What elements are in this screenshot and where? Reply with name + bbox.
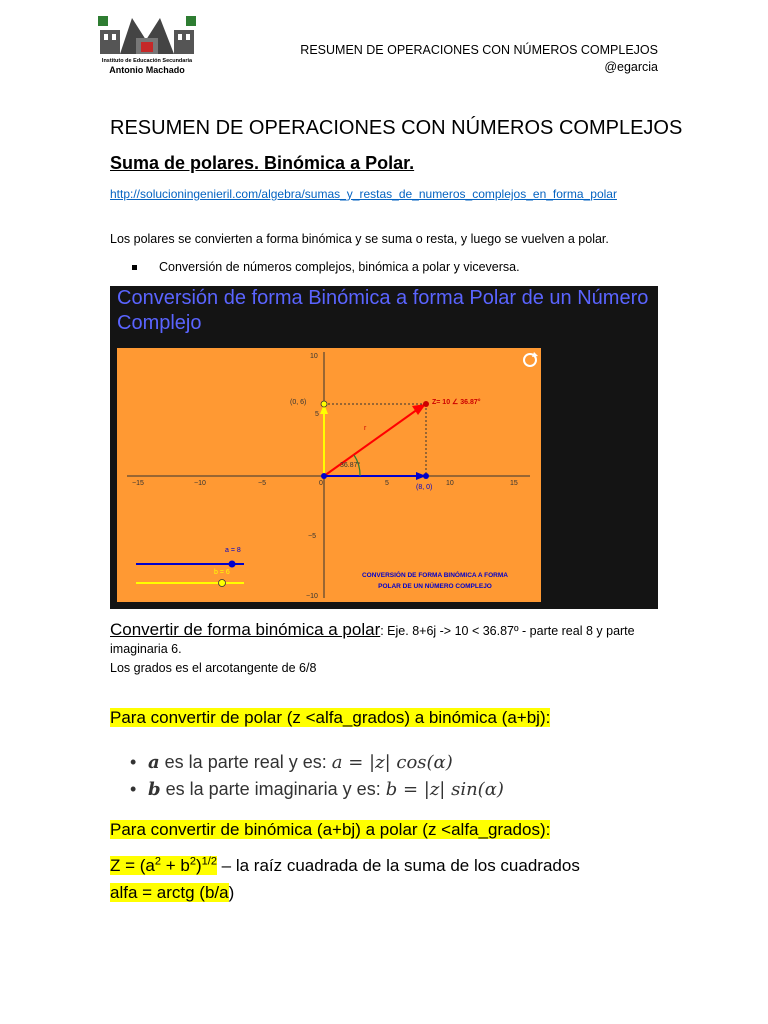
school-building-icon <box>96 10 198 58</box>
point-y <box>321 401 327 407</box>
z-formula-mid: + b <box>161 856 190 875</box>
section-title: Suma de polares. Binómica a Polar. <box>110 153 415 173</box>
z-description: – la raíz cuadrada de la suma de los cuadrados <box>216 856 580 875</box>
alfa-formula-line <box>110 881 234 905</box>
conversion-example: : Eje. 8+6j -> 10 < 36.87º - parte real 8 y parte imaginaria 6. <box>110 624 635 656</box>
z-formula-line <box>110 854 580 878</box>
alfa-formula: alfa = arctg (b/a <box>110 883 229 902</box>
binomial-to-polar-heading <box>110 818 550 842</box>
z-label: Z= 10 ∠ 36.87° <box>432 399 481 406</box>
svg-text:−15: −15 <box>132 480 144 487</box>
conversion-applet <box>110 286 658 609</box>
z-formula-close: ) <box>195 856 202 875</box>
reference-link[interactable]: http://solucioningenieril.com/algebra/sumas_y_restas_de_numeros_complejos_en_forma_polar <box>110 187 617 201</box>
slider-b-handle <box>219 580 226 587</box>
formula-a: a = |z| cos(α) <box>331 752 453 773</box>
list-bullet-icon: • <box>130 779 137 799</box>
z-sup-1: 2 <box>154 855 161 868</box>
alfa-close: ) <box>228 883 235 902</box>
r-label: r <box>364 425 367 432</box>
formula-list <box>130 749 504 803</box>
point-y-label: (0, 6) <box>290 399 307 406</box>
angle-label: 36.87° <box>340 462 361 469</box>
logo-school-name: Antonio Machado <box>109 65 185 75</box>
point-z <box>423 401 429 407</box>
svg-text:10: 10 <box>310 353 318 360</box>
var-b: b <box>148 779 161 800</box>
z-formula-base: Z = (a <box>110 856 155 875</box>
svg-text:0: 0 <box>319 480 323 487</box>
page-header <box>300 42 658 76</box>
slider-b-label: b = 6 <box>214 569 230 576</box>
svg-text:−10: −10 <box>306 593 318 600</box>
slider-a-label: a = 8 <box>225 547 241 554</box>
formula-b: b = |z| sin(α) <box>385 779 504 800</box>
conversion-paragraph <box>110 621 658 658</box>
polar-to-binomial-heading-text: Para convertir de polar (z <alfa_grados) a binómica (a+bj): <box>110 708 551 727</box>
bullet-item <box>133 259 520 276</box>
binomial-to-polar-heading-text: Para convertir de binómica (a+bj) a polar (z <alfa_grados): <box>110 820 551 839</box>
z-formula <box>110 856 217 875</box>
row-b-text: es la parte imaginaria y es: <box>160 779 386 799</box>
conversion-heading: Convertir de forma binómica a polar <box>110 620 381 639</box>
z-sup-2: 2 <box>189 855 196 868</box>
school-logo <box>96 10 198 74</box>
svg-text:15: 15 <box>510 480 518 487</box>
z-sup-3: 1/2 <box>201 855 217 868</box>
formula-row-b <box>130 776 504 803</box>
svg-text:5: 5 <box>385 480 389 487</box>
bullet-text: Conversión de números complejos, binómica a polar y viceversa. <box>159 260 520 274</box>
header-author: @egarcia <box>604 60 658 74</box>
caption-line-2: POLAR DE UN NÚMERO COMPLEJO <box>378 583 492 590</box>
svg-text:5: 5 <box>315 411 319 418</box>
bullet-square-icon <box>132 265 137 270</box>
formula-row-a <box>130 749 504 776</box>
header-title: RESUMEN DE OPERACIONES CON NÚMEROS COMPLEJOS <box>300 43 658 57</box>
polar-to-binomial-heading <box>110 706 550 730</box>
point-x-label: (8, 0) <box>416 484 433 491</box>
intro-paragraph: Los polares se convierten a forma binómica y se suma o resta, y luego se vuelven a polar. <box>110 232 609 246</box>
var-a: a <box>148 752 160 773</box>
applet-title: Conversión de forma Binómica a forma Polar de un Número Complejo <box>117 287 649 334</box>
point-x <box>423 473 429 479</box>
svg-text:10: 10 <box>446 480 454 487</box>
conversion-note: Los grados es el arcotangente de 6/8 <box>110 661 317 675</box>
row-a-text: es la parte real y es: <box>159 752 332 772</box>
document-title: RESUMEN DE OPERACIONES CON NÚMEROS COMPLEJOS <box>110 117 683 139</box>
applet-caption <box>330 570 540 592</box>
svg-text:−10: −10 <box>194 480 206 487</box>
svg-text:−5: −5 <box>308 533 316 540</box>
slider-a-handle <box>229 561 236 568</box>
list-bullet-icon: • <box>130 752 137 772</box>
logo-school-text: Instituto de Educación Secundaria <box>101 58 193 64</box>
origin-point <box>321 473 327 479</box>
caption-line-1: CONVERSIÓN DE FORMA BINÓMICA A FORMA <box>361 572 508 579</box>
svg-text:−5: −5 <box>258 480 266 487</box>
